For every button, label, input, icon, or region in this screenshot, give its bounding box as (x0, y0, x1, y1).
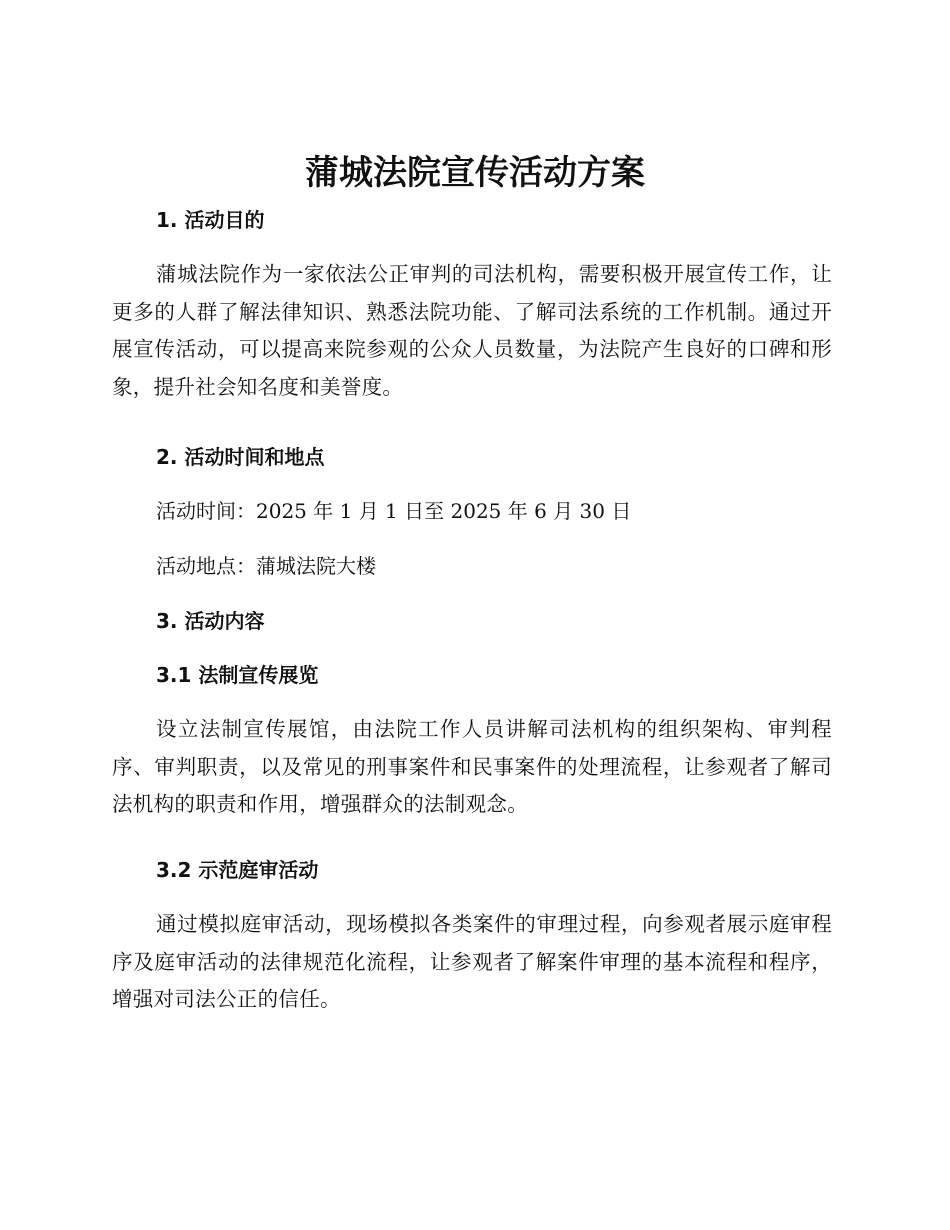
paragraph-exhibition: 设立法制宣传展馆，由法院工作人员讲解司法机构的组织架构、审判程序、审判职责，以及常见的刑事案件和民事案件的处理流程，让参观者了解司法机构的职责和作用，增强群众的法制观念。 (112, 717, 832, 816)
section-heading-content: 3. 活动内容 (156, 609, 265, 633)
paragraph-purpose: 蒲城法院作为一家依法公正审判的司法机构，需要积极开展宣传工作，让更多的人群了解法律知识、熟悉法院功能、了解司法系统的工作机制。通过开展宣传活动，可以提高来院参观的公众人员数量，为法院产生良好的口碑和形象，提升社会知名度和美誉度。 (112, 262, 832, 399)
subsection-heading-exhibition: 3.1 法制宣传展览 (156, 663, 319, 687)
section-heading-time-location: 2. 活动时间和地点 (156, 445, 325, 469)
activity-location: 活动地点：蒲城法院大楼 (156, 554, 376, 578)
subsection-heading-mock-trial: 3.2 示范庭审活动 (156, 858, 319, 882)
document-title: 蒲城法院宣传活动方案 (305, 153, 645, 193)
activity-time: 活动时间：2025 年 1 月 1 日至 2025 年 6 月 30 日 (156, 499, 632, 523)
section-heading-purpose: 1. 活动目的 (156, 208, 265, 232)
paragraph-mock-trial: 通过模拟庭审活动，现场模拟各类案件的审理过程，向参观者展示庭审程序及庭审活动的法律规范化流程，让参观者了解案件审理的基本流程和程序，增强对司法公正的信任。 (112, 912, 832, 1011)
